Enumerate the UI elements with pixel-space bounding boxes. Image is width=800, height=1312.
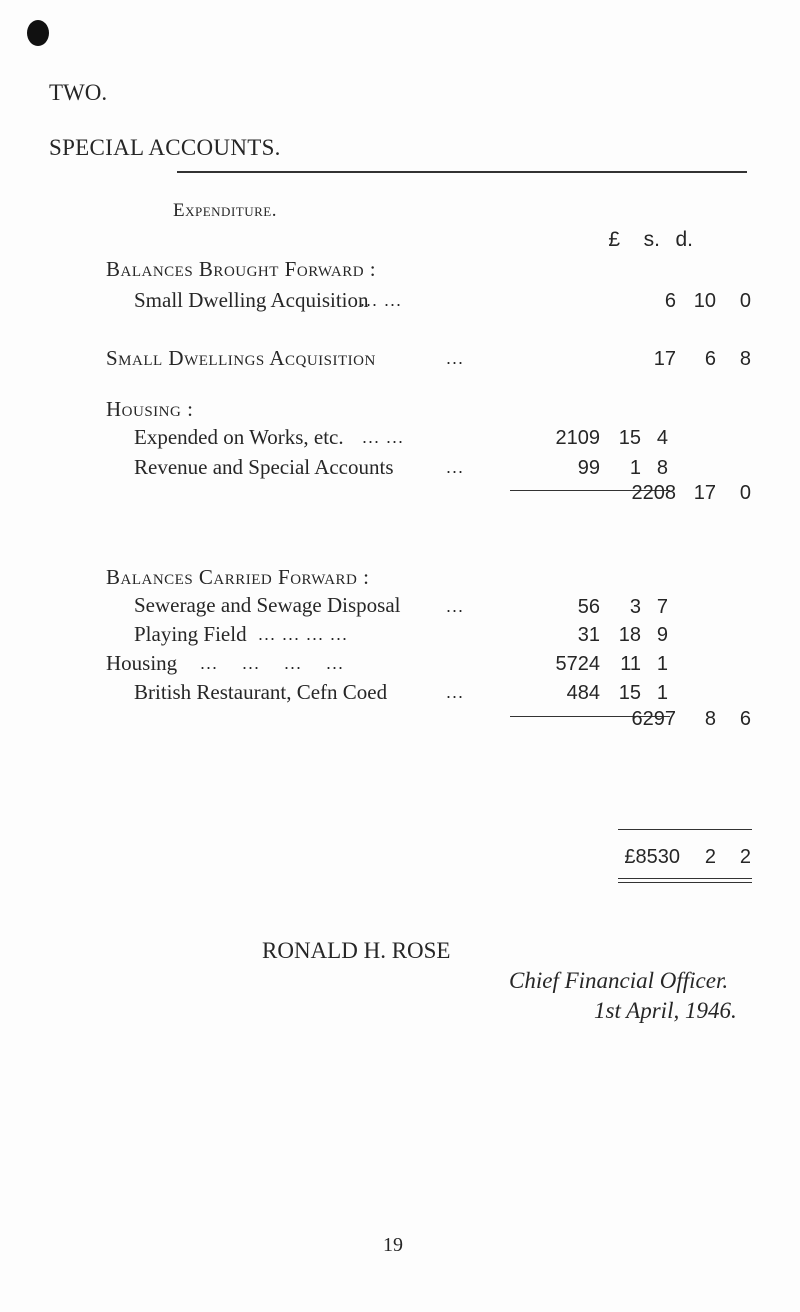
- section-title: Expenditure.: [173, 200, 277, 221]
- signature-date: 1st April, 1946.: [594, 998, 737, 1023]
- balances-cf-item-pence: 1: [656, 682, 668, 704]
- housing-total-pounds: 2208: [631, 482, 676, 504]
- sda-total-pounds: 17: [653, 348, 676, 370]
- dot-leader: ... ...: [362, 427, 405, 447]
- balances-cf-item-pence: 7: [656, 596, 668, 618]
- sda-total-shillings: 6: [704, 348, 716, 370]
- balances-cf-item-shillings: 15: [618, 682, 641, 704]
- dot-leader: ... ... ... ...: [200, 653, 345, 673]
- balances-cf-item-label: British Restaurant, Cefn Coed: [134, 680, 388, 704]
- balances-cf-item-pounds: 5724: [555, 653, 600, 675]
- dot-leader: ... ...: [360, 290, 403, 310]
- housing-total-shillings: 17: [693, 482, 716, 504]
- balances-cf-item-pounds: 56: [577, 596, 600, 618]
- sda-heading: Small Dwellings Acquisition: [106, 346, 376, 370]
- housing-heading: Housing :: [106, 397, 194, 421]
- housing-item-pence: 4: [656, 427, 668, 449]
- grand-total-pounds: £8530: [624, 846, 680, 868]
- page-title: SPECIAL ACCOUNTS.: [49, 135, 281, 160]
- grand-total-top-rule: [618, 829, 752, 830]
- housing-item-shillings: 1: [629, 457, 641, 479]
- housing-item-pounds: 2109: [555, 427, 600, 449]
- balances-cf-total-pence: 6: [739, 708, 751, 730]
- dot-leader: ...: [446, 457, 465, 477]
- grand-total-pence: 2: [739, 846, 751, 868]
- housing-item-pence: 8: [656, 457, 668, 479]
- housing-item-pounds: 99: [577, 457, 600, 479]
- col1-shillings-header: s.: [643, 228, 660, 251]
- balances-cf-item-pounds: 484: [566, 682, 600, 704]
- grand-total-double-rule: [618, 882, 752, 883]
- chapter-heading: TWO.: [49, 80, 108, 105]
- sda-total-pence: 8: [739, 348, 751, 370]
- balances-cf-heading: Balances Carried Forward :: [106, 565, 370, 589]
- housing-item-label: Expended on Works, etc.: [134, 425, 344, 449]
- balances-cf-item-pounds: 31: [577, 624, 600, 646]
- signatory-role: Chief Financial Officer.: [509, 968, 729, 993]
- housing-total-pence: 0: [739, 482, 751, 504]
- balances-cf-item-pence: 1: [656, 653, 668, 675]
- balances-bf-heading: Balances Brought Forward :: [106, 257, 377, 281]
- housing-item-shillings: 15: [618, 427, 641, 449]
- balances-cf-item-shillings: 11: [620, 653, 641, 675]
- balances-cf-item-label: Playing Field: [134, 622, 247, 646]
- balances-bf-total-shillings: 10: [693, 290, 716, 312]
- balances-bf-total-pounds: 6: [664, 290, 676, 312]
- balances-cf-item-pence: 9: [656, 624, 668, 646]
- dot-leader: ... ... ... ...: [258, 624, 349, 644]
- col1-pence-header: d.: [675, 228, 693, 251]
- bullet-mark-icon: [25, 18, 53, 48]
- balances-cf-item-label: Housing: [106, 651, 178, 675]
- top-rule: [177, 171, 747, 173]
- dot-leader: ...: [446, 348, 465, 368]
- dot-leader: ...: [446, 682, 465, 702]
- housing-item-label: Revenue and Special Accounts: [134, 455, 394, 479]
- col1-pound-header: £: [608, 228, 620, 251]
- balances-cf-total-shillings: 8: [704, 708, 716, 730]
- signatory-name: RONALD H. ROSE: [262, 938, 451, 963]
- balances-cf-item-label: Sewerage and Sewage Disposal: [134, 593, 401, 617]
- balances-cf-item-shillings: 3: [629, 596, 641, 618]
- balances-bf-item: Small Dwelling Acquisition: [134, 288, 369, 312]
- balances-cf-total-pounds: 6297: [631, 708, 676, 730]
- page-number: 19: [383, 1234, 403, 1256]
- dot-leader: ...: [446, 596, 465, 616]
- balances-bf-total-pence: 0: [739, 290, 751, 312]
- grand-total-shillings: 2: [704, 846, 716, 868]
- grand-total-double-rule: [618, 878, 752, 879]
- balances-cf-item-shillings: 18: [618, 624, 641, 646]
